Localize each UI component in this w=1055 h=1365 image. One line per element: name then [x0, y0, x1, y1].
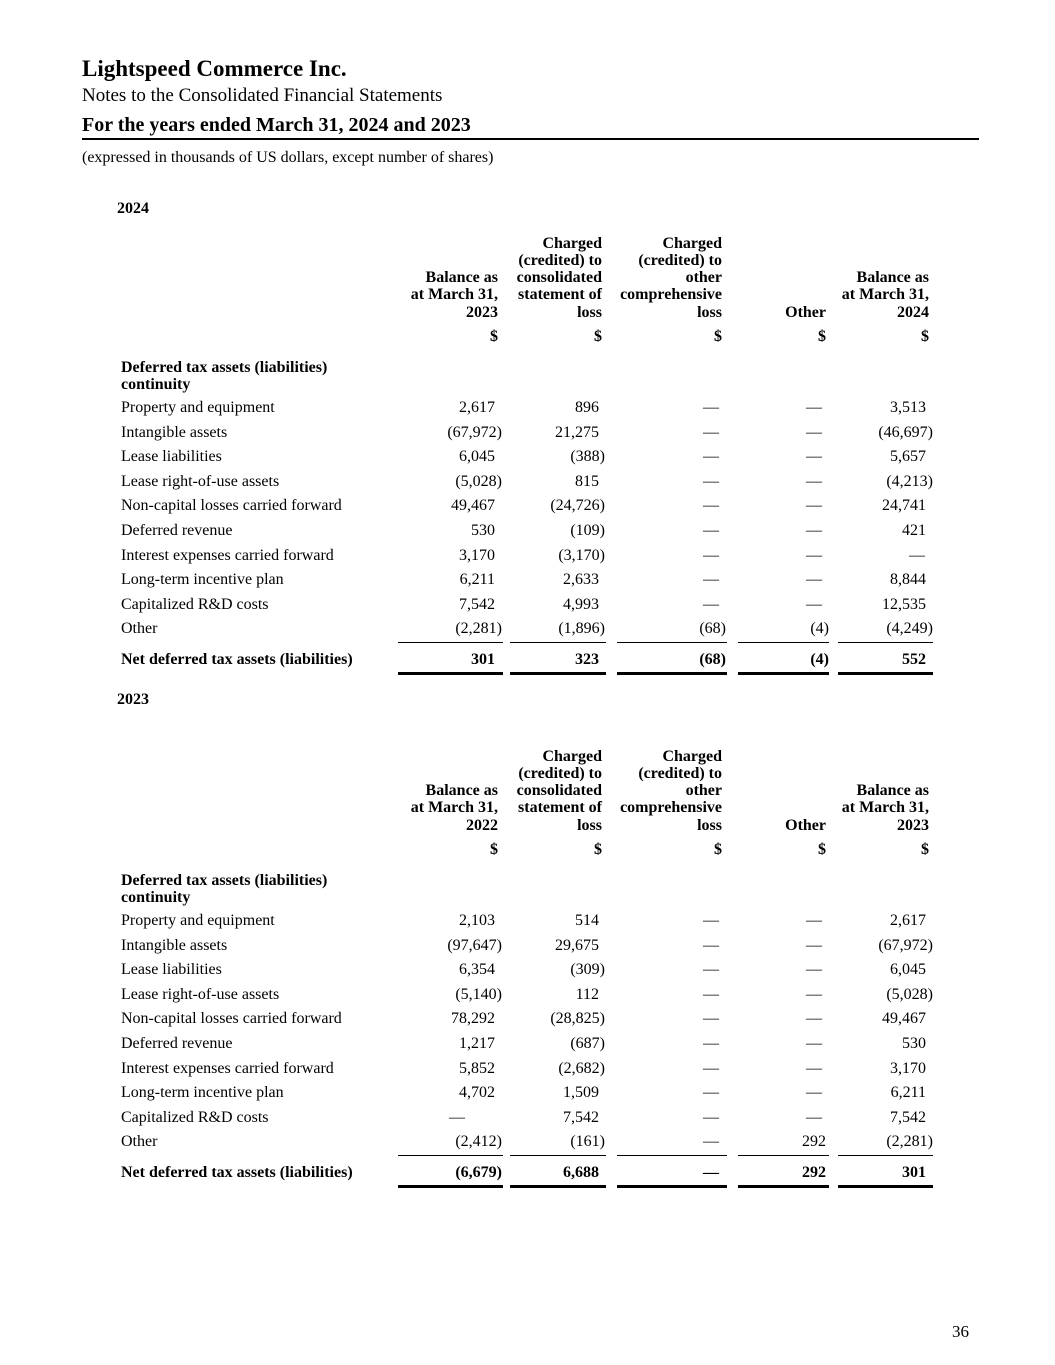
- subtotal-rule: [398, 1155, 503, 1156]
- total-label: Net deferred tax assets (liabilities): [121, 1164, 353, 1181]
- row-label: Interest expenses carried forward: [121, 546, 334, 564]
- row-8-value-col-3: —: [703, 571, 719, 589]
- row-label: Lease liabilities: [121, 448, 222, 466]
- row-3-value-col-1: 6,354: [459, 961, 495, 979]
- total-double-rule: [510, 1185, 606, 1188]
- total-double-rule: [838, 1185, 933, 1188]
- row-5-value-col-2: (24,726): [550, 497, 605, 515]
- total-double-rule: [738, 1185, 829, 1188]
- row-label: Lease right-of-use assets: [121, 472, 280, 490]
- row-label: Property and equipment: [121, 399, 275, 416]
- row-8-value-col-1: 4,702: [459, 1084, 495, 1102]
- row-10-value-col-4: (4): [810, 620, 829, 638]
- row-10-value-col-3: —: [703, 1133, 719, 1151]
- row-5-value-col-1: 78,292: [451, 1010, 495, 1028]
- row-7-value-col-4: —: [806, 546, 822, 564]
- document-subtitle: Notes to the Consolidated Financial Statements: [82, 85, 443, 106]
- table-2024-year: 2024: [117, 200, 149, 217]
- currency-symbol: $: [490, 328, 498, 345]
- row-1-value-col-5: 2,617: [890, 912, 926, 929]
- column-header-3: Charged (credited) to other comprehensive loss: [620, 747, 722, 834]
- total-double-rule: [617, 1185, 727, 1188]
- row-5-value-col-2: (28,825): [550, 1010, 605, 1028]
- total-double-rule: [510, 672, 606, 675]
- row-label: Other: [121, 1133, 158, 1151]
- row-4-value-col-2: 112: [575, 985, 599, 1003]
- row-6-value-col-3: —: [703, 522, 719, 539]
- row-label: Deferred revenue: [121, 522, 233, 539]
- column-header-3: Charged (credited) to other comprehensive loss: [620, 234, 722, 321]
- row-3-value-col-5: 5,657: [890, 448, 926, 466]
- section-label: Deferred tax assets (liabilities) continuity: [121, 359, 328, 393]
- total-value-col-4: (4): [810, 651, 829, 668]
- units-note: (expressed in thousands of US dollars, except number of shares): [82, 149, 494, 166]
- subtotal-rule: [738, 1155, 829, 1156]
- row-label: Non-capital losses carried forward: [121, 1010, 342, 1028]
- row-3-value-col-4: —: [806, 448, 822, 466]
- row-4-value-col-5: (4,213): [886, 472, 933, 490]
- row-label: Long-term incentive plan: [121, 571, 284, 589]
- row-7-value-col-1: 5,852: [459, 1059, 495, 1077]
- row-3-value-col-3: —: [703, 961, 719, 979]
- total-double-rule: [398, 1185, 503, 1188]
- row-6-value-col-4: —: [806, 522, 822, 539]
- row-label: Lease liabilities: [121, 961, 222, 979]
- row-4-value-col-3: —: [703, 472, 719, 490]
- total-label: Net deferred tax assets (liabilities): [121, 651, 353, 668]
- company-name: Lightspeed Commerce Inc.: [82, 56, 347, 81]
- row-10-value-col-1: (2,281): [455, 620, 502, 638]
- row-7-value-col-4: —: [806, 1059, 822, 1077]
- row-6-value-col-2: (109): [570, 522, 605, 539]
- row-4-value-col-5: (5,028): [886, 985, 933, 1003]
- subtotal-rule: [617, 642, 727, 643]
- currency-symbol: $: [921, 328, 929, 345]
- currency-symbol: $: [490, 841, 498, 858]
- row-1-value-col-2: 896: [575, 399, 599, 416]
- subtotal-rule: [617, 1155, 727, 1156]
- row-2-value-col-1: (67,972): [447, 423, 502, 441]
- row-4-value-col-2: 815: [575, 472, 599, 490]
- row-4-value-col-1: (5,140): [455, 985, 502, 1003]
- row-7-value-col-3: —: [703, 546, 719, 564]
- row-10-value-col-5: (4,249): [886, 620, 933, 638]
- table-2023-year: 2023: [117, 691, 149, 708]
- row-4-value-col-4: —: [806, 472, 822, 490]
- row-label: Deferred revenue: [121, 1035, 233, 1052]
- row-1-value-col-4: —: [806, 399, 822, 416]
- row-4-value-col-3: —: [703, 985, 719, 1003]
- total-value-col-2: 323: [575, 651, 599, 668]
- total-value-col-3: —: [703, 1164, 719, 1181]
- row-2-value-col-4: —: [806, 936, 822, 954]
- row-label: Lease right-of-use assets: [121, 985, 280, 1003]
- row-7-value-col-1: 3,170: [459, 546, 495, 564]
- row-label: Capitalized R&D costs: [121, 595, 269, 613]
- row-label: Long-term incentive plan: [121, 1084, 284, 1102]
- subtotal-rule: [738, 642, 829, 643]
- row-6-value-col-4: —: [806, 1035, 822, 1052]
- page-number: 36: [952, 1322, 969, 1341]
- row-8-value-col-5: 8,844: [890, 571, 926, 589]
- row-6-value-col-1: 1,217: [459, 1035, 495, 1052]
- row-1-value-col-1: 2,617: [459, 399, 495, 416]
- row-2-value-col-5: (67,972): [878, 936, 933, 954]
- row-label: Intangible assets: [121, 936, 228, 954]
- currency-symbol: $: [921, 841, 929, 858]
- row-label: Non-capital losses carried forward: [121, 497, 342, 515]
- row-1-value-col-2: 514: [575, 912, 599, 929]
- currency-symbol: $: [594, 841, 602, 858]
- column-header-2: Charged (credited) to consolidated statement of loss: [516, 234, 602, 321]
- column-header-1: Balance as at March 31, 2022: [410, 782, 498, 834]
- row-2-value-col-2: 29,675: [555, 936, 599, 954]
- total-double-rule: [838, 672, 933, 675]
- row-5-value-col-3: —: [703, 1010, 719, 1028]
- row-6-value-col-2: (687): [570, 1035, 605, 1052]
- column-header-4: Other: [785, 816, 826, 834]
- subtotal-rule: [510, 1155, 606, 1156]
- row-4-value-col-4: —: [806, 985, 822, 1003]
- currency-symbol: $: [714, 841, 722, 858]
- total-double-rule: [617, 672, 727, 675]
- row-3-value-col-2: (309): [570, 961, 605, 979]
- currency-symbol: $: [714, 328, 722, 345]
- row-10-value-col-5: (2,281): [886, 1133, 933, 1151]
- row-5-value-col-5: 49,467: [882, 1010, 926, 1028]
- row-1-value-col-1: 2,103: [459, 912, 495, 929]
- row-7-value-col-5: 3,170: [890, 1059, 926, 1077]
- row-9-value-col-5: 7,542: [890, 1108, 926, 1126]
- row-8-value-col-2: 2,633: [563, 571, 599, 589]
- row-3-value-col-2: (388): [570, 448, 605, 466]
- row-label: Interest expenses carried forward: [121, 1059, 334, 1077]
- total-value-col-5: 552: [902, 651, 926, 668]
- row-3-value-col-4: —: [806, 961, 822, 979]
- row-10-value-col-3: (68): [699, 620, 726, 638]
- row-8-value-col-1: 6,211: [459, 571, 495, 589]
- row-2-value-col-3: —: [703, 423, 719, 441]
- row-8-value-col-4: —: [806, 1084, 822, 1102]
- header-rule: [82, 138, 979, 140]
- row-10-value-col-2: (161): [570, 1133, 605, 1151]
- column-header-4: Other: [785, 303, 826, 321]
- row-7-value-col-2: (3,170): [558, 546, 605, 564]
- row-5-value-col-3: —: [703, 497, 719, 515]
- total-value-col-1: (6,679): [455, 1164, 502, 1181]
- total-value-col-1: 301: [471, 651, 495, 668]
- row-8-value-col-4: —: [806, 571, 822, 589]
- row-label: Property and equipment: [121, 912, 275, 929]
- row-9-value-col-4: —: [806, 1108, 822, 1126]
- row-5-value-col-4: —: [806, 497, 822, 515]
- subtotal-rule: [838, 1155, 933, 1156]
- row-2-value-col-3: —: [703, 936, 719, 954]
- currency-symbol: $: [818, 841, 826, 858]
- row-6-value-col-1: 530: [471, 522, 495, 539]
- total-value-col-3: (68): [699, 651, 726, 668]
- row-9-value-col-3: —: [703, 1108, 719, 1126]
- subtotal-rule: [838, 642, 933, 643]
- row-7-value-col-3: —: [703, 1059, 719, 1077]
- row-7-value-col-5: —: [909, 546, 925, 564]
- row-8-value-col-5: 6,211: [890, 1084, 926, 1102]
- row-6-value-col-5: 530: [902, 1035, 926, 1052]
- row-10-value-col-2: (1,896): [558, 620, 605, 638]
- row-2-value-col-5: (46,697): [878, 423, 933, 441]
- row-2-value-col-4: —: [806, 423, 822, 441]
- row-2-value-col-2: 21,275: [555, 423, 599, 441]
- total-double-rule: [738, 672, 829, 675]
- row-1-value-col-3: —: [703, 399, 719, 416]
- row-8-value-col-2: 1,509: [563, 1084, 599, 1102]
- subtotal-rule: [510, 642, 606, 643]
- row-5-value-col-4: —: [806, 1010, 822, 1028]
- row-9-value-col-4: —: [806, 595, 822, 613]
- row-7-value-col-2: (2,682): [558, 1059, 605, 1077]
- reporting-period: For the years ended March 31, 2024 and 2023: [82, 114, 471, 136]
- row-1-value-col-4: —: [806, 912, 822, 929]
- row-8-value-col-3: —: [703, 1084, 719, 1102]
- column-header-1: Balance as at March 31, 2023: [410, 269, 498, 321]
- total-value-col-5: 301: [902, 1164, 926, 1181]
- row-5-value-col-5: 24,741: [882, 497, 926, 515]
- column-header-5: Balance as at March 31, 2024: [841, 269, 929, 321]
- row-3-value-col-3: —: [703, 448, 719, 466]
- column-header-2: Charged (credited) to consolidated statement of loss: [516, 747, 602, 834]
- row-label: Other: [121, 620, 158, 638]
- row-10-value-col-1: (2,412): [455, 1133, 502, 1151]
- row-6-value-col-5: 421: [902, 522, 926, 539]
- currency-symbol: $: [594, 328, 602, 345]
- row-10-value-col-4: 292: [802, 1133, 826, 1151]
- row-3-value-col-1: 6,045: [459, 448, 495, 466]
- row-9-value-col-1: —: [449, 1108, 465, 1126]
- total-double-rule: [398, 672, 503, 675]
- row-9-value-col-2: 7,542: [563, 1108, 599, 1126]
- column-header-5: Balance as at March 31, 2023: [841, 782, 929, 834]
- row-label: Capitalized R&D costs: [121, 1108, 269, 1126]
- total-value-col-4: 292: [802, 1164, 826, 1181]
- row-3-value-col-5: 6,045: [890, 961, 926, 979]
- total-value-col-2: 6,688: [563, 1164, 599, 1181]
- row-label: Intangible assets: [121, 423, 228, 441]
- row-4-value-col-1: (5,028): [455, 472, 502, 490]
- subtotal-rule: [398, 642, 503, 643]
- row-6-value-col-3: —: [703, 1035, 719, 1052]
- row-9-value-col-1: 7,542: [459, 595, 495, 613]
- row-9-value-col-2: 4,993: [563, 595, 599, 613]
- section-label: Deferred tax assets (liabilities) continuity: [121, 872, 328, 906]
- row-2-value-col-1: (97,647): [447, 936, 502, 954]
- row-5-value-col-1: 49,467: [451, 497, 495, 515]
- row-1-value-col-5: 3,513: [890, 399, 926, 416]
- row-9-value-col-5: 12,535: [882, 595, 926, 613]
- currency-symbol: $: [818, 328, 826, 345]
- row-9-value-col-3: —: [703, 595, 719, 613]
- row-1-value-col-3: —: [703, 912, 719, 929]
